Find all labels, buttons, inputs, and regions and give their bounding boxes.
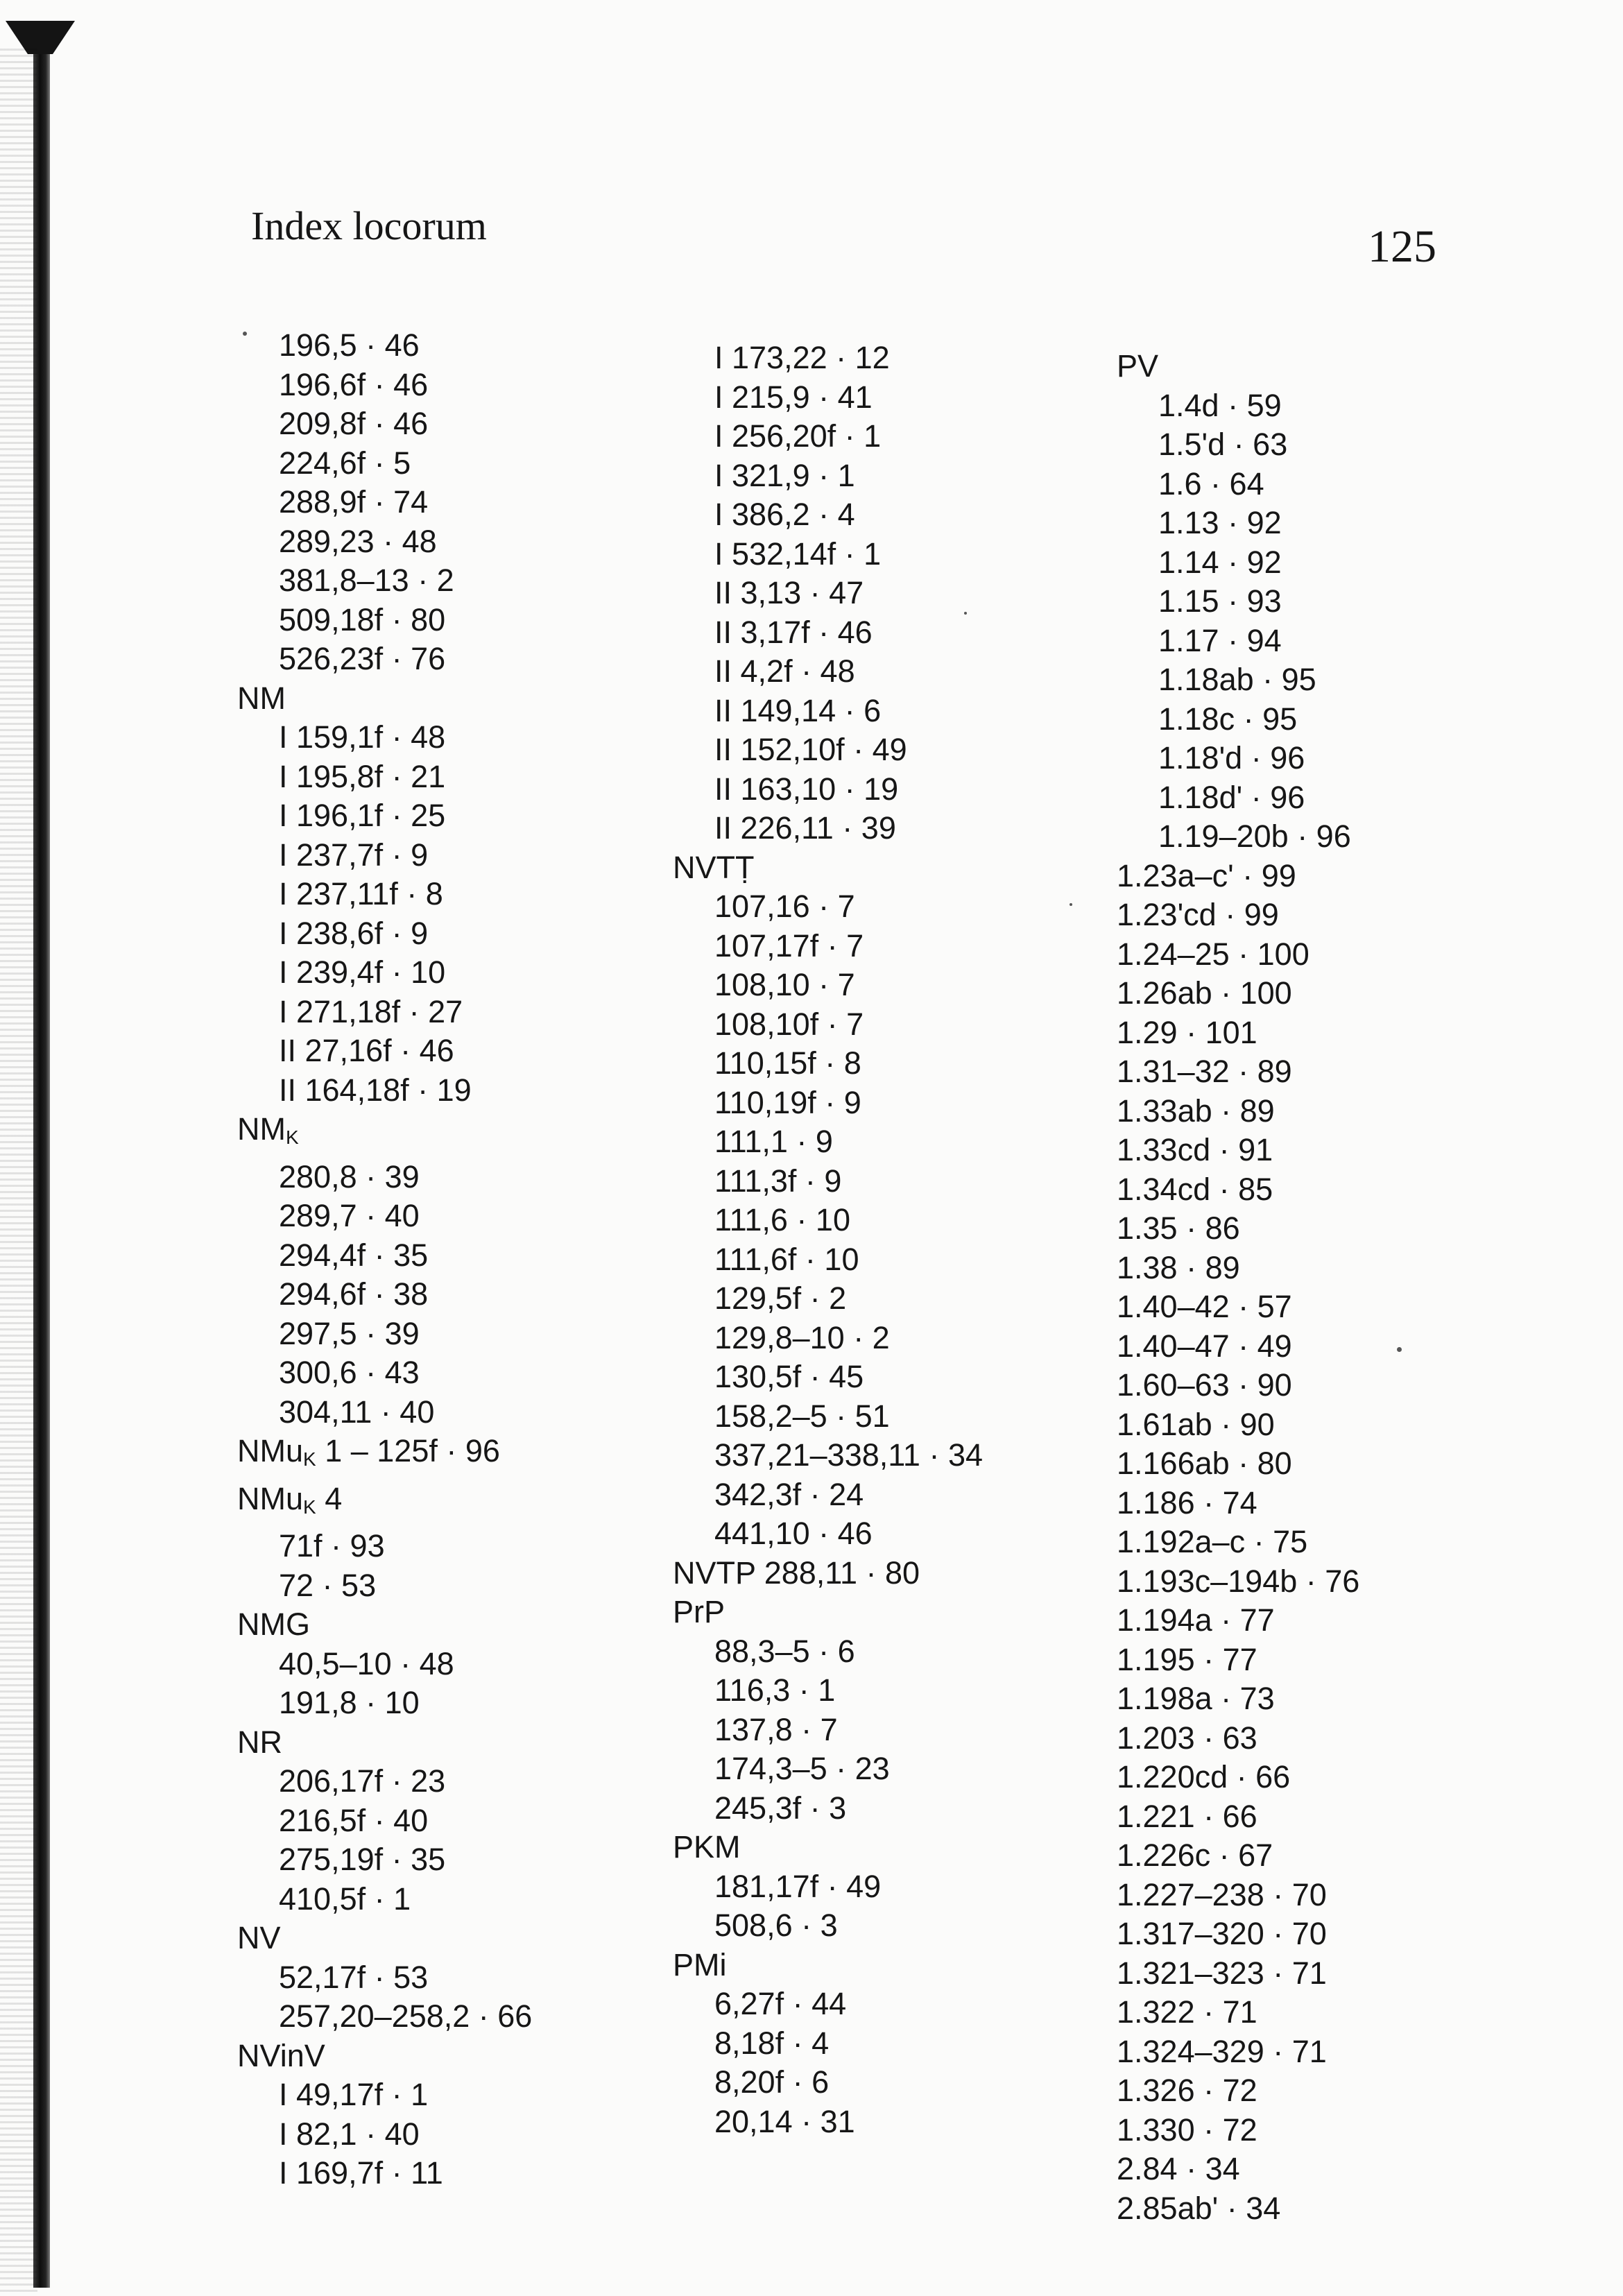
index-entry <box>212 2115 656 2154</box>
index-column-2 <box>648 339 1092 2141</box>
entry-text: 52,17f · 53 <box>279 1959 429 1995</box>
index-entry <box>212 404 656 444</box>
index-entry <box>1092 1719 1536 1758</box>
heading-abbreviation: NMu <box>237 1433 304 1468</box>
index-entry <box>648 1906 1092 1946</box>
index-entry <box>212 561 656 601</box>
page-edge-shadow <box>0 49 37 2296</box>
index-entry <box>212 2075 656 2115</box>
entry-text: 288,9f · 74 <box>279 484 429 520</box>
index-entry <box>1092 1836 1536 1876</box>
entry-text: 71f · 93 <box>279 1528 385 1563</box>
index-entry <box>648 1749 1092 1789</box>
entry-text: 158,2–5 · 51 <box>714 1398 890 1434</box>
index-entry <box>212 1071 656 1111</box>
entry-text: 40,5–10 · 48 <box>279 1645 454 1681</box>
entry-text: 1.166ab · 80 <box>1117 1446 1292 1481</box>
index-entry <box>1092 1287 1536 1327</box>
entry-text: 111,6 · 10 <box>714 1202 850 1237</box>
entry-text: 1.193c–194b · 76 <box>1117 1563 1360 1599</box>
entry-text: 280,8 · 39 <box>279 1158 420 1194</box>
index-entry <box>212 1566 656 1606</box>
entry-text: 1.19–20b · 96 <box>1158 819 1351 854</box>
index-entry <box>212 483 656 522</box>
index-entry <box>212 366 656 405</box>
index-entry <box>212 718 656 757</box>
index-entry <box>648 378 1092 418</box>
index-entry <box>1092 974 1536 1013</box>
entry-text: 116,3 · 1 <box>714 1672 836 1708</box>
index-entry <box>212 757 656 797</box>
index-entry <box>648 887 1092 927</box>
index-entry <box>1092 739 1536 778</box>
index-entry <box>648 1319 1092 1358</box>
entry-text: 1.26ab · 100 <box>1117 975 1292 1011</box>
entry-text: 294,4f · 35 <box>279 1237 429 1273</box>
index-heading <box>212 1432 656 1480</box>
print-speck <box>1070 903 1072 906</box>
index-entry <box>648 1122 1092 1162</box>
entry-text: 1.226c · 67 <box>1117 1837 1273 1873</box>
index-entry <box>1092 1052 1536 1092</box>
heading-abbreviation: NMu <box>237 1480 304 1516</box>
index-entry <box>1092 2189 1536 2229</box>
running-head: Index locorum <box>251 203 487 248</box>
entry-text: I 215,9 · 41 <box>714 379 873 415</box>
entry-text: 304,11 · 40 <box>279 1394 435 1430</box>
index-entry <box>648 966 1092 1005</box>
index-entry <box>1092 935 1536 975</box>
entry-text: 1.192a–c · 75 <box>1117 1524 1308 1559</box>
entry-text: 8,20f · 6 <box>714 2064 830 2100</box>
entry-text: 1.6 · 64 <box>1158 465 1264 502</box>
entry-text: 1.40–42 · 57 <box>1117 1289 1292 1324</box>
entry-text: 1.15 · 93 <box>1158 583 1282 619</box>
entry-text: 20,14 · 31 <box>714 2103 855 2139</box>
entry-text: 1.324–329 · 71 <box>1117 2033 1327 2069</box>
entry-text: 110,15f · 8 <box>714 1045 861 1081</box>
entry-text: 1.13 · 92 <box>1158 505 1282 540</box>
entry-text: 1.317–320 · 70 <box>1117 1916 1327 1951</box>
index-entry <box>648 2063 1092 2102</box>
entry-text: II 226,11 · 39 <box>714 810 896 846</box>
entry-text: 111,6f · 10 <box>714 1241 859 1277</box>
index-column-3 <box>1092 347 1536 2228</box>
index-entry <box>1092 465 1536 504</box>
index-entry <box>1092 2150 1536 2189</box>
print-speck <box>243 332 247 336</box>
index-entry <box>212 875 656 914</box>
index-heading <box>212 1110 656 1158</box>
index-entry <box>648 1240 1092 1280</box>
index-entry <box>1092 700 1536 739</box>
index-entry <box>648 1044 1092 1083</box>
entry-text: 108,10f · 7 <box>714 1006 864 1042</box>
index-entry <box>1092 1523 1536 1562</box>
entry-text: 289,7 · 40 <box>279 1198 420 1233</box>
index-entry <box>648 2102 1092 2142</box>
heading-subscript: K <box>303 1496 316 1518</box>
index-heading <box>212 2037 656 2076</box>
index-entry <box>648 1357 1092 1397</box>
index-entry <box>648 613 1092 653</box>
entry-text: 297,5 · 39 <box>279 1315 420 1351</box>
index-entry <box>212 1762 656 1801</box>
entry-text: 1.221 · 66 <box>1117 1798 1257 1834</box>
index-entry <box>648 730 1092 770</box>
entry-text: II 3,13 · 47 <box>714 575 864 610</box>
entry-text: 2.85ab' · 34 <box>1117 2190 1281 2226</box>
index-entry <box>648 1083 1092 1123</box>
entry-text: 108,10 · 7 <box>714 967 855 1002</box>
index-entry <box>1092 1170 1536 1210</box>
entry-text: 1.40–47 · 49 <box>1117 1328 1292 1364</box>
entry-text: 111,1 · 9 <box>714 1124 833 1159</box>
entry-text: 300,6 · 43 <box>279 1355 420 1390</box>
entry-text: I 271,18f · 27 <box>279 993 463 1029</box>
index-entry <box>1092 817 1536 857</box>
index-entry <box>212 1275 656 1314</box>
entry-text: I 237,11f · 8 <box>279 876 443 911</box>
index-entry <box>1092 2111 1536 2150</box>
entry-text: 216,5f · 40 <box>279 1802 429 1838</box>
entry-text: 72 · 53 <box>279 1567 377 1603</box>
index-heading <box>1092 347 1536 386</box>
entry-text: 1.23'cd · 99 <box>1117 897 1279 932</box>
index-entry <box>1092 1993 1536 2032</box>
heading-abbreviation: PKM <box>673 1829 741 1865</box>
index-entry <box>648 535 1092 574</box>
entry-text: 137,8 · 7 <box>714 1711 838 1747</box>
entry-text: 1.24–25 · 100 <box>1117 936 1309 972</box>
index-entry <box>1092 582 1536 622</box>
entry-text: I 239,4f · 10 <box>279 954 446 990</box>
entry-text: II 164,18f · 19 <box>279 1072 472 1108</box>
index-entry <box>212 640 656 679</box>
index-entry <box>648 2024 1092 2064</box>
index-entry <box>648 1867 1092 1907</box>
index-entry <box>648 927 1092 966</box>
index-entry <box>648 1475 1092 1515</box>
entry-text: I 173,22 · 12 <box>714 340 890 375</box>
heading-abbreviation: NMG <box>237 1607 310 1642</box>
entry-text: 1.34cd · 85 <box>1117 1171 1273 1207</box>
entry-text: 1.186 · 74 <box>1117 1484 1257 1520</box>
entry-text: 107,16 · 7 <box>714 889 855 924</box>
entry-text: 1.194a · 77 <box>1117 1602 1275 1638</box>
entry-text: 294,6f · 38 <box>279 1276 429 1312</box>
entry-text: 1.330 · 72 <box>1117 2111 1257 2148</box>
entry-text: II 152,10f · 49 <box>714 732 907 767</box>
index-entry <box>648 652 1092 692</box>
entry-text: 1.203 · 63 <box>1117 1720 1257 1756</box>
index-entry <box>212 993 656 1032</box>
index-heading <box>212 1605 656 1645</box>
index-entry <box>648 1632 1092 1672</box>
index-entry <box>212 1158 656 1197</box>
index-heading <box>648 848 1092 888</box>
heading-locator: 1 – 125f · 96 <box>316 1433 500 1468</box>
entry-text: II 27,16f · 46 <box>279 1033 454 1068</box>
heading-abbreviation: PrP <box>673 1594 725 1629</box>
entry-text: 508,6 · 3 <box>714 1908 838 1943</box>
index-entry <box>648 1711 1092 1750</box>
index-entry <box>1092 1601 1536 1640</box>
index-entry <box>1092 1092 1536 1131</box>
index-entry <box>1092 2032 1536 2072</box>
entry-text: 1.4d · 59 <box>1158 387 1282 423</box>
index-entry <box>1092 1640 1536 1680</box>
print-speck <box>1397 1347 1402 1352</box>
index-entry <box>648 1279 1092 1319</box>
entry-text: 1.29 · 101 <box>1117 1014 1257 1050</box>
index-entry <box>212 2154 656 2193</box>
entry-text: 1.33ab · 89 <box>1117 1093 1275 1129</box>
index-heading <box>648 1554 1092 1593</box>
index-entry <box>212 1645 656 1684</box>
index-entry <box>212 1958 656 1998</box>
heading-abbreviation: PV <box>1117 348 1159 384</box>
index-entry <box>212 914 656 954</box>
index-entry <box>1092 1562 1536 1602</box>
index-entry <box>212 601 656 640</box>
index-entry <box>212 1997 656 2037</box>
entry-text: 1.18c · 95 <box>1158 701 1298 737</box>
index-heading <box>648 1946 1092 1985</box>
entry-text: 1.322 · 71 <box>1117 1994 1257 2030</box>
index-entry <box>1092 778 1536 818</box>
entry-text: II 3,17f · 46 <box>714 614 873 650</box>
entry-text: 1.61ab · 90 <box>1117 1406 1275 1442</box>
entry-text: 181,17f · 49 <box>714 1868 882 1904</box>
index-entry <box>212 1684 656 1723</box>
heading-abbreviation: NM <box>237 1111 286 1147</box>
index-entry <box>648 1005 1092 1045</box>
index-entry <box>1092 1954 1536 1994</box>
entry-text: I 237,7f · 9 <box>279 837 429 873</box>
index-entry <box>1092 386 1536 426</box>
entry-text: 206,17f · 23 <box>279 1763 446 1799</box>
entry-text: 381,8–13 · 2 <box>279 563 454 598</box>
index-entry <box>648 1985 1092 2024</box>
entry-text: 1.326 · 72 <box>1117 2073 1257 2108</box>
index-entry <box>1092 1679 1536 1719</box>
index-entry <box>1092 1444 1536 1484</box>
index-entry <box>212 953 656 993</box>
index-entry <box>1092 1914 1536 1954</box>
index-entry <box>1092 504 1536 543</box>
entry-text: 1.60–63 · 90 <box>1117 1367 1292 1403</box>
entry-text: 111,3f · 9 <box>714 1163 842 1199</box>
index-entry <box>212 836 656 875</box>
index-entry <box>648 495 1092 535</box>
entry-text: 1.18'd · 96 <box>1158 740 1305 776</box>
entry-text: 88,3–5 · 6 <box>714 1633 855 1669</box>
entry-text: 130,5f · 45 <box>714 1359 864 1394</box>
index-entry <box>212 1393 656 1432</box>
entry-text: 257,20–258,2 · 66 <box>279 1998 533 2034</box>
index-entry <box>1092 425 1536 465</box>
entry-text: 1.17 · 94 <box>1158 622 1282 658</box>
index-entry <box>648 1789 1092 1828</box>
heading-abbreviation: NVTP 288,11 · 80 <box>673 1554 920 1591</box>
entry-text: 1.321–323 · 71 <box>1117 1955 1327 1991</box>
index-entry <box>212 1031 656 1071</box>
entry-text: I 169,7f · 11 <box>279 2155 443 2191</box>
index-entry <box>648 417 1092 456</box>
heading-abbreviation: NV <box>237 1920 281 1955</box>
entry-text: I 256,20f · 1 <box>714 418 882 454</box>
index-heading <box>648 1828 1092 1867</box>
entry-text: 1.227–238 · 70 <box>1117 1876 1327 1912</box>
entry-text: 1.195 · 77 <box>1117 1641 1257 1677</box>
index-entry <box>1092 857 1536 896</box>
index-entry <box>1092 1249 1536 1288</box>
entry-text: 441,10 · 46 <box>714 1516 873 1551</box>
entry-text: 289,23 · 48 <box>279 523 437 559</box>
index-entry <box>1092 622 1536 661</box>
page-number: 125 <box>1368 221 1436 272</box>
index-entry <box>1092 543 1536 583</box>
index-heading <box>648 1593 1092 1632</box>
index-entry <box>648 1671 1092 1711</box>
index-entry <box>1092 2071 1536 2111</box>
heading-abbreviation: NVTṬ <box>673 849 755 885</box>
entry-text: I 49,17f · 1 <box>279 2077 429 2112</box>
entry-text: 8,18f · 4 <box>714 2025 830 2061</box>
index-heading <box>212 679 656 719</box>
index-entry <box>1092 1876 1536 1915</box>
index-entry <box>1092 896 1536 935</box>
entry-text: 1.33cd · 91 <box>1117 1132 1273 1167</box>
entry-text: II 163,10 · 19 <box>714 771 899 807</box>
entry-text: 174,3–5 · 23 <box>714 1751 890 1786</box>
entry-text: 191,8 · 10 <box>279 1685 420 1720</box>
entry-text: I 82,1 · 40 <box>279 2116 420 2152</box>
entry-text: 110,19f · 9 <box>714 1084 861 1120</box>
entry-text: 410,5f · 1 <box>279 1881 411 1917</box>
index-entry <box>648 809 1092 848</box>
index-entry <box>1092 1366 1536 1405</box>
index-heading <box>212 1723 656 1763</box>
entry-text: 275,19f · 35 <box>279 1842 446 1877</box>
index-column-1 <box>212 326 656 2193</box>
index-entry <box>212 1527 656 1566</box>
heading-abbreviation: PMi <box>673 1946 727 1982</box>
index-entry <box>648 692 1092 731</box>
entry-text: 107,17f · 7 <box>714 927 864 963</box>
index-entry <box>1092 1405 1536 1445</box>
entry-text: II 149,14 · 6 <box>714 692 882 728</box>
entry-text: 1.18ab · 95 <box>1158 662 1316 697</box>
index-entry <box>648 1162 1092 1201</box>
index-entry <box>1092 1484 1536 1523</box>
index-entry <box>1092 1209 1536 1249</box>
index-entry <box>648 770 1092 809</box>
entry-text: 337,21–338,11 · 34 <box>714 1437 984 1473</box>
entry-text: 196,6f · 46 <box>279 366 429 402</box>
entry-text: 1.35 · 86 <box>1117 1210 1240 1246</box>
index-entry <box>212 1840 656 1880</box>
index-entry <box>1092 660 1536 700</box>
index-entry <box>648 1201 1092 1240</box>
heading-subscript: K <box>303 1448 316 1470</box>
index-entry <box>648 574 1092 613</box>
entry-text: I 532,14f · 1 <box>714 536 882 572</box>
index-heading <box>212 1919 656 1958</box>
entry-text: I 196,1f · 25 <box>279 798 446 833</box>
entry-text: 1.5'd · 63 <box>1158 427 1288 462</box>
entry-text: 1.220cd · 66 <box>1117 1759 1291 1794</box>
index-entry <box>212 1236 656 1276</box>
entry-text: 1.18d' · 96 <box>1158 779 1305 815</box>
index-entry <box>212 444 656 483</box>
index-entry <box>648 339 1092 378</box>
entry-text: 342,3f · 24 <box>714 1476 864 1512</box>
index-entry <box>212 326 656 366</box>
entry-text: I 238,6f · 9 <box>279 915 429 951</box>
heading-locator: 4 <box>316 1480 343 1516</box>
index-entry <box>212 796 656 836</box>
index-entry <box>1092 1327 1536 1367</box>
entry-text: 1.14 · 92 <box>1158 544 1282 580</box>
entry-text: 1.23a–c' · 99 <box>1117 857 1296 893</box>
index-entry <box>648 1436 1092 1475</box>
heading-subscript: K <box>285 1126 299 1148</box>
index-entry <box>212 1314 656 1354</box>
index-entry <box>212 1197 656 1236</box>
entry-text: 129,8–10 · 2 <box>714 1319 890 1355</box>
entry-text: I 321,9 · 1 <box>714 457 855 493</box>
entry-text: 2.84 · 34 <box>1117 2151 1240 2186</box>
index-entry <box>212 522 656 562</box>
index-entry <box>1092 1013 1536 1053</box>
index-entry <box>212 1801 656 1841</box>
entry-text: 509,18f · 80 <box>279 601 446 637</box>
entry-text: II 4,2f · 48 <box>714 653 855 689</box>
index-entry <box>648 456 1092 496</box>
entry-text: I 386,2 · 4 <box>714 497 855 532</box>
index-entry <box>1092 1797 1536 1837</box>
entry-text: 1.38 · 89 <box>1117 1249 1240 1285</box>
index-entry <box>212 1353 656 1393</box>
entry-text: 196,5 · 46 <box>279 327 420 363</box>
entry-text: I 195,8f · 21 <box>279 758 446 794</box>
entry-text: 209,8f · 46 <box>279 406 429 441</box>
entry-text: 526,23f · 76 <box>279 641 446 676</box>
index-heading <box>212 1480 656 1527</box>
index-entry <box>1092 1758 1536 1797</box>
print-speck <box>964 612 967 615</box>
heading-abbreviation: NVinV <box>237 2037 325 2073</box>
heading-abbreviation: NM <box>237 680 286 716</box>
entry-text: 1.198a · 73 <box>1117 1681 1275 1716</box>
index-entry <box>648 1514 1092 1554</box>
heading-abbreviation: NR <box>237 1724 282 1760</box>
entry-text: I 159,1f · 48 <box>279 719 446 755</box>
index-entry <box>1092 1131 1536 1170</box>
entry-text: 129,5f · 2 <box>714 1280 847 1316</box>
entry-text: 245,3f · 3 <box>714 1790 847 1826</box>
entry-text: 1.31–32 · 89 <box>1117 1054 1292 1089</box>
entry-text: 6,27f · 44 <box>714 1986 847 2021</box>
index-entry <box>648 1397 1092 1437</box>
entry-text: 224,6f · 5 <box>279 445 411 481</box>
index-entry <box>212 1880 656 1919</box>
